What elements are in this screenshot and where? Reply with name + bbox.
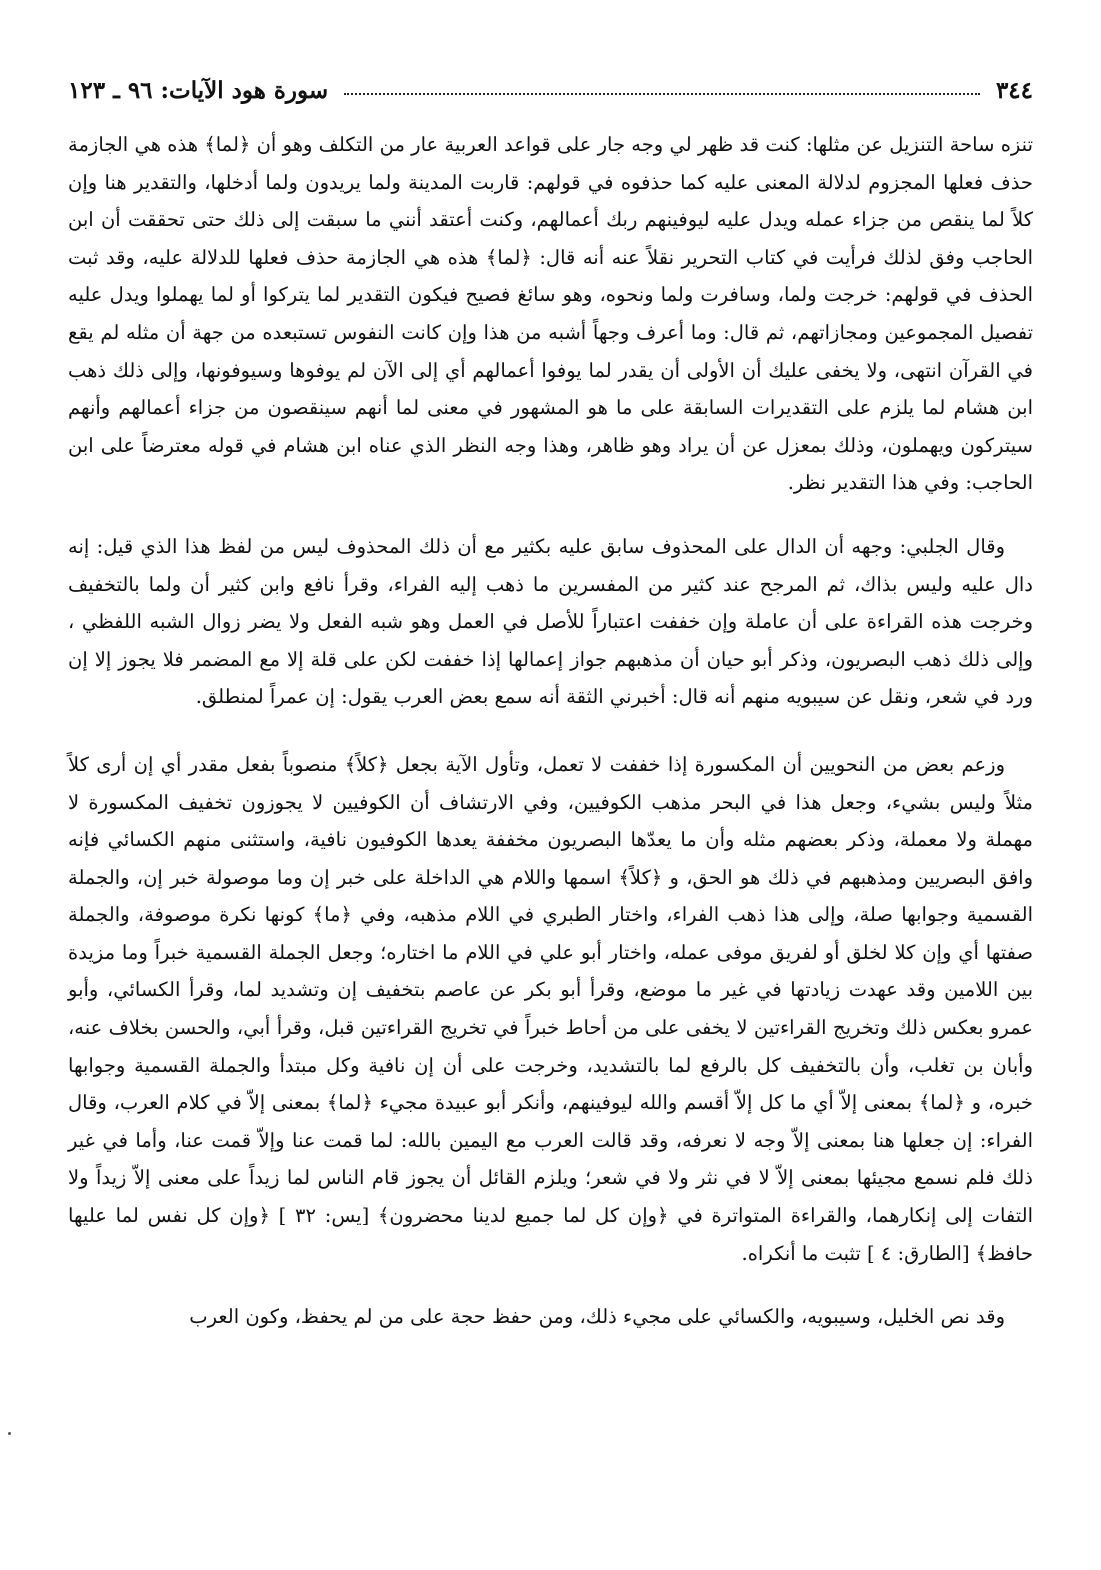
paragraph-1: تنزه ساحة التنزيل عن مثلها: كنت قد ظهر لي وجه جار على قواعد العربية عار من التكلف وهو أن ﴿لما﴾ هذه هي الجازمة حذف فعلها المجزوم لدلالة المعنى عليه كما حذفوه في قولهم: قاربت المدينة ولما يريدون ولما أدخلها، والتقدير هنا وإن كلاً لما ينقص من جزاء عمله ويدل عليه ليوفينهم ربك أعمالهم، وكنت أعتقد أنني ما سبقت إلى ذلك حتى تحققت أن ابن الحاجب وفق لذلك فرأيت في كتاب التحرير نقلاً عنه أنه قال: ﴿لما﴾ هذه هي الجازمة حذف فعلها للدلالة عليه، وقد ثبت الحذف في قولهم: خرجت ولما، وسافرت ولما ونحوه، وهو سائغ فصيح فيكون التقدير لما يتركوا أو لما يهملوا ويدل عليه تفصيل المجموعين ومجازاتهم، ثم قال: وما أعرف وجهاً أشبه من هذا وإن كانت النفوس تستبعده من جهة أن مثله لم يقع في القرآن انتهى، ولا يخفى عليك أن الأولى أن يقدر لما يوفوا أعمالهم أي إلى الآن لم يوفوها وسيوفونها، وإلى ذلك ذهب ابن هشام لما يلزم على التقديرات السابقة على ما هو المشهور في معنى لما أنهم سينقصون من جزاء أعمالهم وأنهم سيتركون ويهملون، وذلك بمعزل عن أن يراد وهو ظاهر، وهذا وجه النظر الذي عناه ابن هشام في قوله معترضاً على ابن الحاجب: وفي هذا التقدير نظر. [68, 133, 1033, 495]
paragraph-2: وقال الجلبي: وجهه أن الدال على المحذوف سابق عليه بكثير مع أن ذلك المحذوف ليس من لفظ هذا الذي قيل: إنه دال عليه وليس بذاك، ثم المرجح عند كثير من المفسرين ما ذهب إليه الفراء، وقرأ نافع وابن كثير أن ولما بالتخفيف وخرجت هذه القراءة على أن عاملة وإن خففت اعتباراً للأصل في العمل وهو شبه الفعل ولا يضر زوال الشبه اللفظي ، وإلى ذلك ذهب البصريون، وذكر أبو حيان أن مذهبهم جواز إعمالها إذا خففت لكن على قلة إلا مع المضمر فلا يجوز إلا إن ورد في شعر، ونقل عن سيبويه منهم أنه قال: أخبرني الثقة أنه سمع بعض العرب يقول: إن عمراً لمنطلق. [68, 534, 1033, 709]
paragraph-3: وزعم بعض من النحويين أن المكسورة إذا خففت لا تعمل، وتأول الآية بجعل ﴿كلاً﴾ منصوباً بفعل مقدر أي إن أرى كلاً مثلاً وليس بشيء، وجعل هذا في البحر مذهب الكوفيين، وفي الارتشاف أن الكوفيين لا يجوزون تخفيف المكسورة لا مهملة ولا معملة، وذكر بعضهم مثله وأن ما يعدّها البصريون مخففة يعدها الكوفيون نافية، واستثنى منهم الكسائي فإنه وافق البصريين ومذهبهم في ذلك هو الحق، و ﴿كلاً﴾ اسمها واللام هي الداخلة على خبر إن وما موصولة خبر إن، والجملة القسمية وجوابها صلة، وإلى هذا ذهب الفراء، واختار الطبري في اللام مذهبه، وفي ﴿ما﴾ كونها نكرة موصوفة، والجملة صفتها أي وإن كلا لخلق أو لفريق موفى عمله، واختار أبو علي في اللام ما اختاره؛ وجعل الجملة القسمية خبراً وما مزيدة بين اللامين وقد عهدت زيادتها في غير ما موضع، وقرأ أبو بكر عن عاصم بتخفيف إن وتشديد لما، وقرأ الكسائي، وأبو عمرو بعكس ذلك وتخريج القراءتين لا يخفى على من أحاط خبراً في تخريج القراءتين قبل، وقرأ أبي، والحسن بخلاف عنه، وأبان بن تغلب، وأن بالتخفيف كل بالرفع لما بالتشديد، وخرجت على أن إن نافية وكل مبتدأ والجملة القسمية وجوابها خبره، و ﴿لما﴾ بمعنى إلاّ أي ما كل إلاّ أقسم والله ليوفينهم، وأنكر أبو عبيدة مجيء ﴿لما﴾ بمعنى إلاّ في كلام العرب، وقال الفراء: إن جعلها هنا بمعنى إلاّ وجه لا نعرفه، وقد قالت العرب مع اليمين بالله: لما قمت عنا وإلاّ قمت عنا، وأما في غير ذلك فلم نسمع مجيئها بمعنى إلاّ لا في نثر ولا في شعر؛ ويلزم القائل أن يجوز قام الناس لما زيداً على معنى إلاّ زيداً ولا التفات إلى إنكارهما، والقراءة المتواترة في ﴿وإن كل لما جميع لدينا محضرون﴾ [يس: ٣٢ ] ﴿وإن كل نفس لما عليها حافظ﴾ [الطارق: ٤ ] تثبت ما أنكراه. [68, 752, 1033, 1265]
document-page [68, 62, 1033, 1336]
page-number: ٣٤٤ [995, 76, 1033, 104]
running-title: سورة هود الآيات: ٩٦ ـ ١٢٣ [68, 76, 329, 104]
page-header [68, 62, 1033, 118]
header-dotted-leader [344, 93, 980, 95]
margin-speck [8, 1432, 11, 1435]
paragraph-4: وقد نص الخليل، وسيبويه، والكسائي على مجيء ذلك، ومن حفظ حجة على من لم يحفظ، وكون العرب [189, 1305, 1005, 1329]
